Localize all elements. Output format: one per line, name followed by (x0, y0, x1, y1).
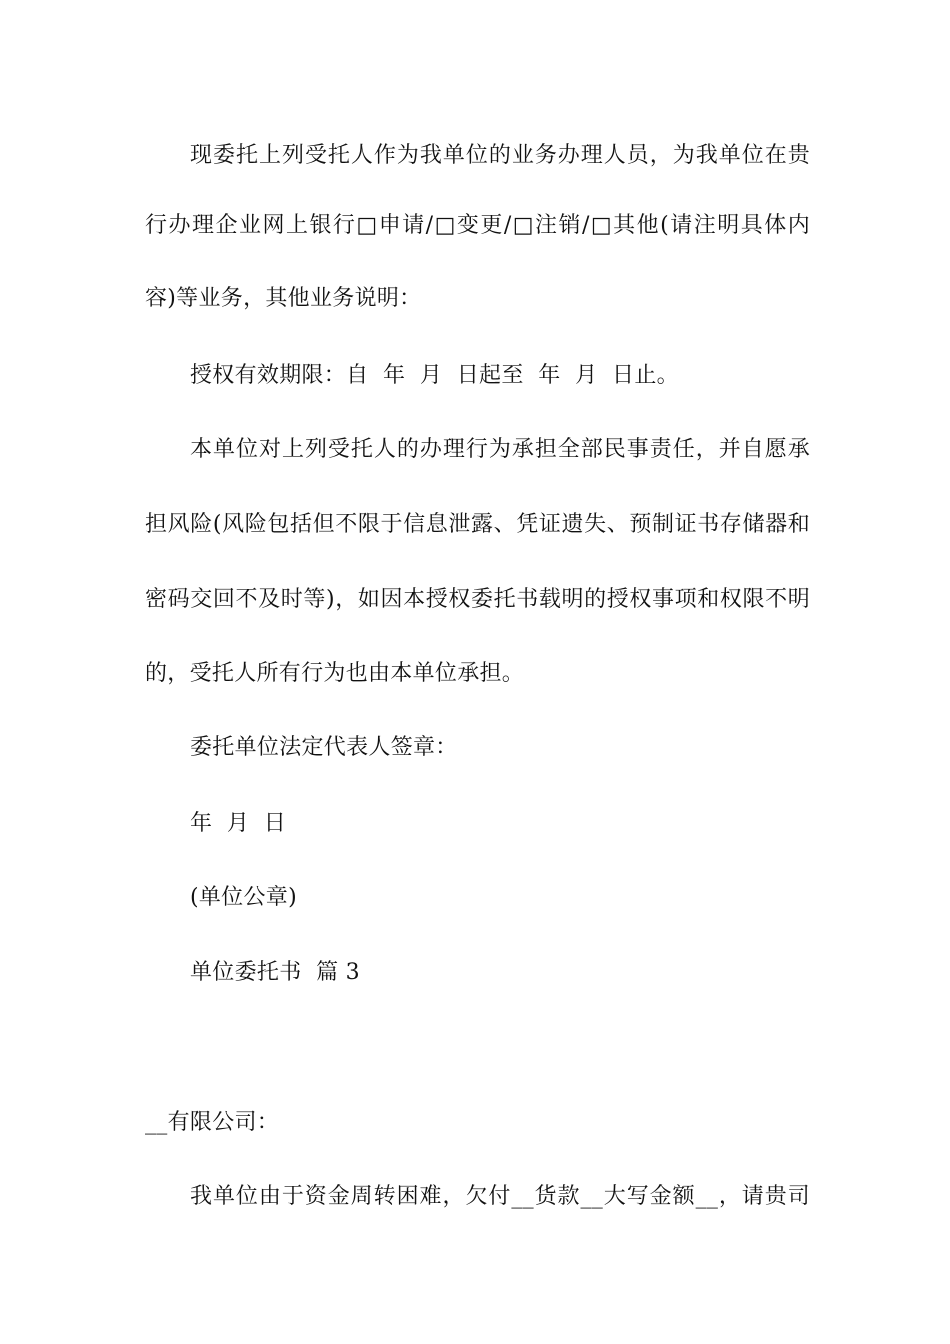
paragraph-authorization-line-3: 容)等业务，其他业务说明： (145, 286, 422, 311)
addressee: __有限公司： (145, 1110, 280, 1135)
paragraph-authorization-line-1: 现委托上列受托人作为我单位的业务办理人员，为我单位在贵 (190, 143, 810, 168)
validity-period-text: 授权有效期限：自 年 月 日起至 年 月 日止。 (190, 363, 679, 388)
signature-date: 年 月 日 (190, 811, 287, 836)
paragraph-liability-line-3: 密码交回不及时等)，如因本授权委托书载明的授权事项和权限不明 (145, 587, 810, 612)
paragraph-liability-line-2: 担风险(风险包括但不限于信息泄露、凭证遗失、预制证书存储器和 (145, 512, 810, 537)
paragraph-liability-line-1: 本单位对上列受托人的办理行为承担全部民事责任，并自愿承 (190, 437, 810, 462)
paragraph-authorization-line-2: 行办理企业网上银行□申请/□变更/□注销/□其他(请注明具体内 (145, 213, 810, 238)
section-heading: 单位委托书 篇 3 (190, 960, 360, 985)
paragraph-debt-line-1: 我单位由于资金周转困难，欠付__货款__大写金额__，请贵司 (190, 1184, 810, 1209)
company-seal: (单位公章) (190, 885, 297, 910)
paragraph-liability-line-4: 的，受托人所有行为也由本单位承担。 (145, 661, 525, 686)
legal-representative-signature: 委托单位法定代表人签章： (190, 735, 458, 760)
